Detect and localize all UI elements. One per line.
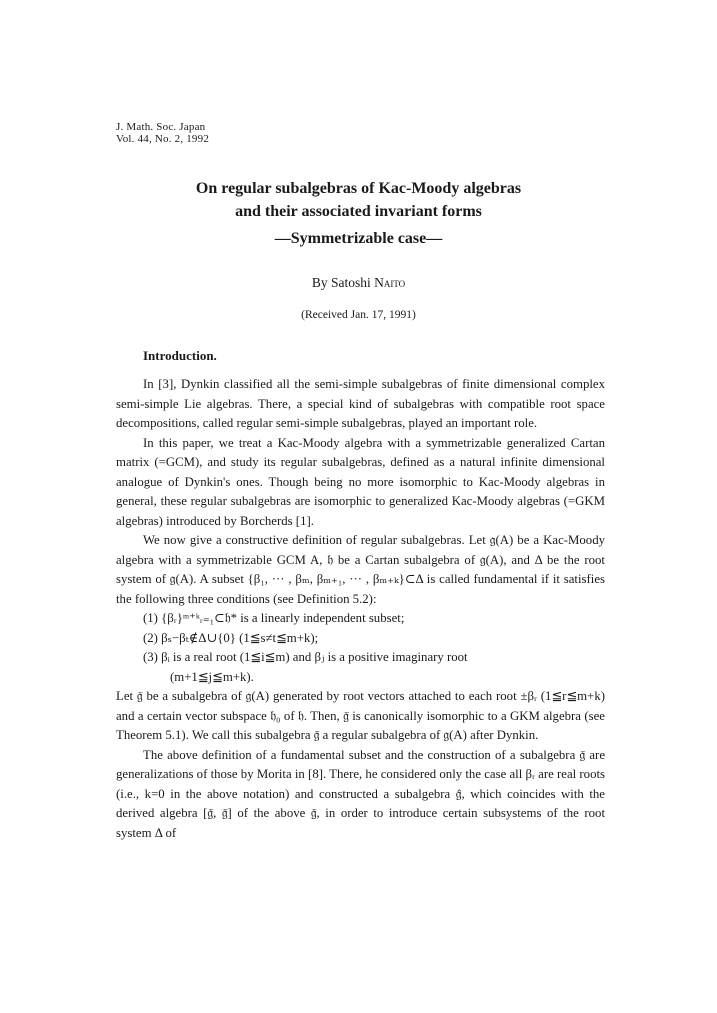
received-date: (Received Jan. 17, 1991) [301,309,416,321]
author-line [0,275,717,291]
paragraph-3: We now give a constructive definition of regular subalgebras. Let 𝔤(A) be a Kac-Moody algebra with a symmetrizable GCM A, 𝔥 be a Cartan subalgebra of 𝔤(A), and Δ be the root system of 𝔤(A). A subset {β₁, ··· , βₘ, βₘ₊₁, ··· , βₘ₊ₖ}⊂Δ is called fundamental if it satisfies the following three conditions (see Definition 5.2): [116,533,605,606]
title-line-2: and their associated invariant forms [235,203,482,220]
journal-volume: Vol. 44, No. 2, 1992 [116,133,210,145]
paragraph-4: Let 𝔤̃ be a subalgebra of 𝔤(A) generated by root vectors attached to each root ±βᵣ (1≦r≦m+k) and a certain vector subspace 𝔥₀ of 𝔥. Then, 𝔤̃ is canonically isomorphic to a GKM algebra (see Theorem 5.1). We call this subalgebra 𝔤̃ a regular subalgebra of 𝔤(A) after Dynkin. [116,689,605,742]
condition-2: (2) βₛ−βₜ∉Δ∪{0} (1≦s≠t≦m+k); [143,630,319,645]
condition-3-continued: (m+1≦j≦m+k). [170,669,254,684]
condition-1: (1) {βᵣ}ᵐ⁺ᵏᵣ₌₁⊂𝔥* is a linearly independent subset; [143,611,405,625]
condition-3: (3) βᵢ is a real root (1≦i≦m) and βⱼ is a positive imaginary root [143,650,468,664]
author-surname: Naito [374,275,406,290]
journal-name: J. Math. Soc. Japan [116,121,206,133]
title-subtitle: —Symmetrizable case— [274,230,443,247]
paragraph-5: The above definition of a fundamental subset and the construction of a subalgebra 𝔤̃ are generalizations of those by Morita in [8]. There, he considered only the case all βᵣ are real roots (i.e., k=0 in the above notation) and constructed a subalgebra 𝔤̂, which coincides with the derived algebra [𝔤̃, 𝔤̃] of the above 𝔤̃, in order to introduce certain subsystems of the root system Δ of [116,747,605,840]
author-by: By Satoshi [311,275,375,290]
journal-citation [116,121,209,145]
body-text [116,375,605,843]
section-heading: Introduction. [143,348,217,363]
paragraph-2: In this paper, we treat a Kac-Moody algebra with a symmetrizable generalized Cartan matrix (=GCM), and study its regular subalgebras, defined as a natural infinite dimensional analogue of Dynkin's ones. Though being no more isomorphic to Kac-Moody algebras in general, these regular subalgebras are isomorphic to generalized Kac-Moody algebras (=GKM algebras) introduced by Borcherds [1]. [116,435,605,528]
paragraph-1: In [3], Dynkin classified all the semi-simple subalgebras of finite dimensional complex semi-simple Lie algebras. There, a special kind of subalgebras with compatible root space decompositions, called regular semi-simple subalgebras, played an important role. [116,377,605,430]
title-line-1: On regular subalgebras of Kac-Moody algebras [195,180,522,197]
